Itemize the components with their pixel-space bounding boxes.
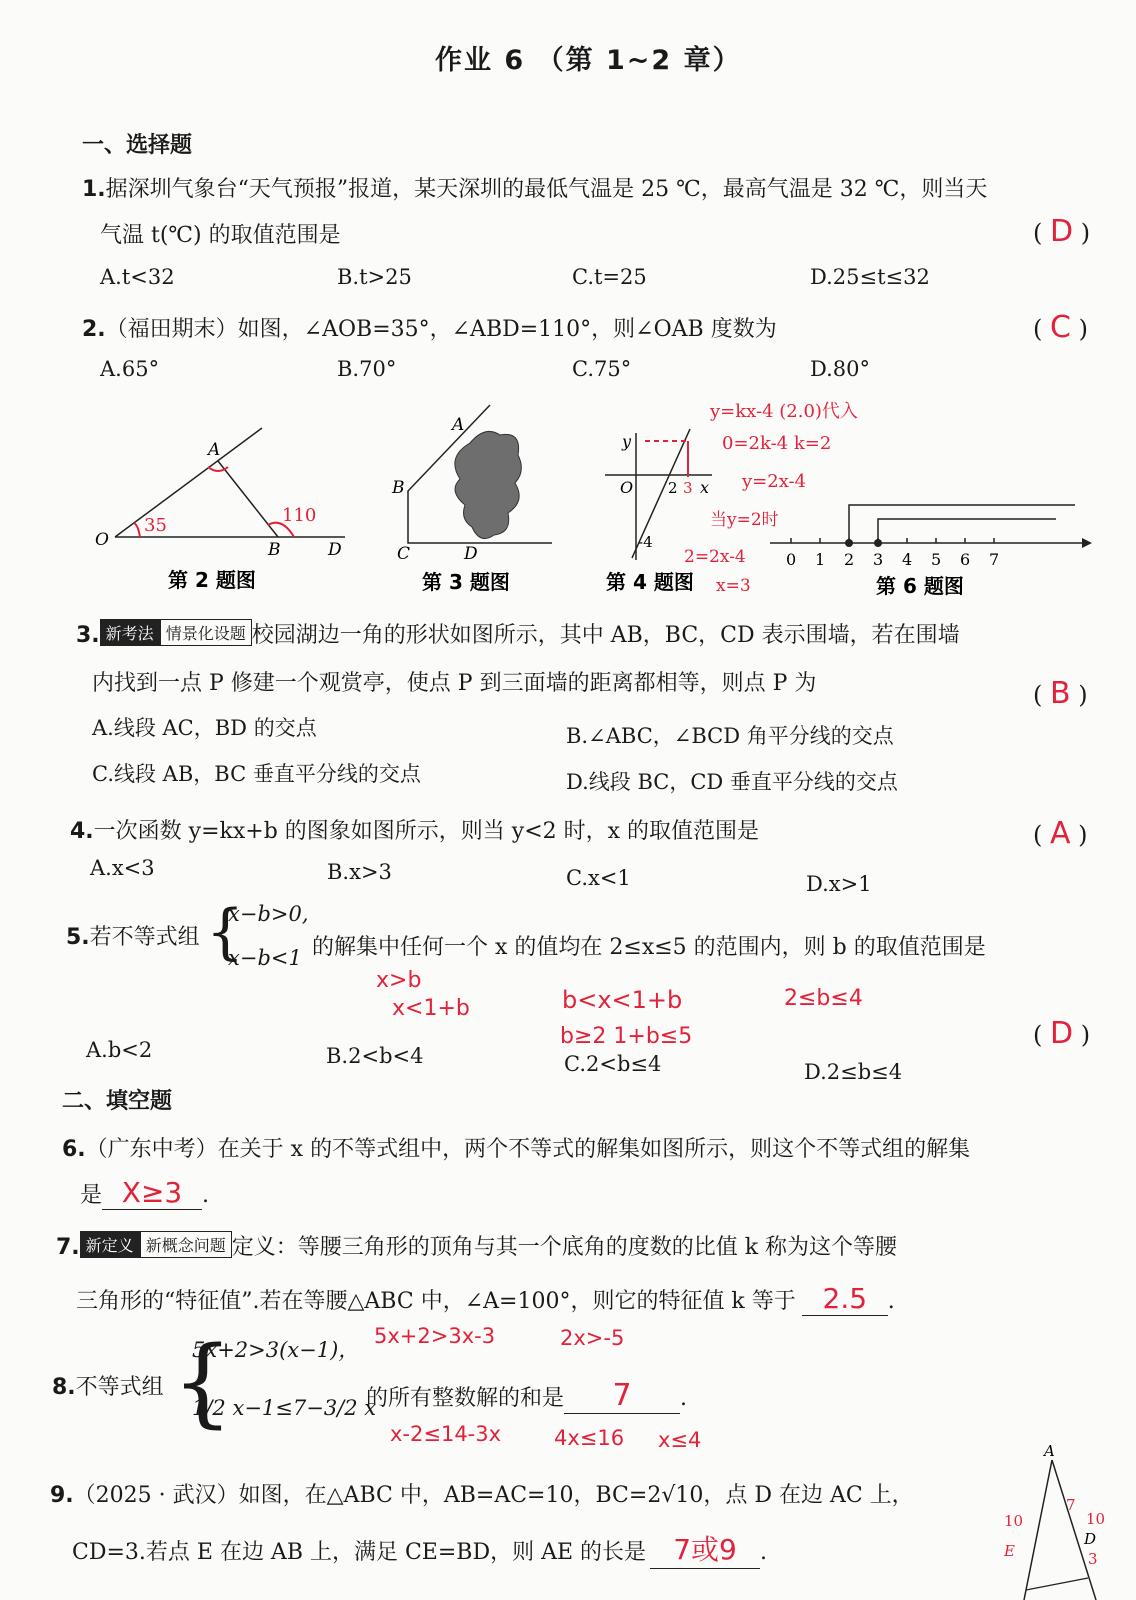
fig6-caption: 第 6 题图 — [876, 574, 964, 598]
q1-answer: D — [1050, 214, 1074, 249]
q1-line1 — [82, 172, 987, 203]
fig3-label-a: A — [452, 415, 465, 435]
q7-tag-new-definition: 新定义 — [80, 1231, 140, 1258]
q9-label-e: E — [1004, 1542, 1015, 1560]
q8-work-3: x-2≤14-3x — [390, 1422, 502, 1446]
q1-line2: 气温 t(℃) 的取值范围是 — [100, 223, 341, 248]
fig6-solid-dot-2 — [845, 539, 853, 547]
fig4-label-o: O — [620, 478, 634, 497]
page-title: 作业 6 （第 1~2 章） — [435, 45, 742, 76]
q3-option-c: C.线段 AB，BC 垂直平分线的交点 — [92, 762, 421, 786]
fig2-angle-o-mark — [134, 523, 140, 537]
fig2-line-ab — [218, 461, 278, 537]
fig6-arrow — [1082, 538, 1092, 548]
fig6-tick-label-4: 4 — [902, 550, 913, 569]
q8-prefix-text: 不等式组 — [75, 1375, 164, 1400]
fig4-label-2: 2 — [668, 479, 678, 497]
q9-line1 — [50, 1478, 914, 1509]
q6-answer-blank: X≥3 — [102, 1176, 202, 1210]
q4-option-b: B.x>3 — [327, 860, 392, 884]
q2-answer-paren: ( C ) — [1033, 310, 1088, 345]
q3-tag-scenario: 情景化设题 — [160, 619, 252, 646]
q8-line — [366, 1378, 687, 1414]
q9-side-ab — [1024, 1460, 1052, 1600]
fig6-tick-label-1: 1 — [815, 550, 826, 569]
q7-number: 7. — [56, 1235, 80, 1260]
q4-line — [70, 814, 759, 845]
q1-text-1: 据深圳气象台“天气预报”报道，某天深圳的最低气温是 25 ℃，最高气温是 32 ℃，则当天 — [105, 177, 988, 202]
q4-work-6: x=3 — [716, 576, 751, 596]
q9-mark-3: 3 — [1088, 1550, 1098, 1568]
fig3-label-c: C — [397, 544, 411, 564]
q4-work-2: 0=2k-4 k=2 — [722, 433, 832, 454]
q4-option-d: D.x>1 — [806, 872, 872, 896]
q5-work-3: b<x<1+b — [562, 986, 683, 1014]
q3-answer-paren: ( B ) — [1033, 676, 1088, 711]
q1-option-b: B.t>25 — [337, 265, 412, 289]
q2-line — [82, 312, 777, 343]
q6-line2-prefix: 是 — [80, 1183, 103, 1208]
q8-number: 8. — [52, 1375, 76, 1400]
fig6-tick-label-6: 6 — [960, 550, 971, 569]
q5-system-1: x−b>0, — [228, 902, 309, 926]
q3-option-b: B.∠ABC，∠BCD 角平分线的交点 — [566, 724, 894, 748]
q8-answer-blank: 7 — [564, 1378, 680, 1414]
q9-label-a: A — [1044, 1442, 1055, 1460]
q7-line2 — [76, 1282, 895, 1316]
figure-6 — [770, 505, 1092, 569]
q9-mark-7: 7 — [1066, 1496, 1076, 1514]
q4-text: 一次函数 y=kx+b 的图象如图所示，则当 y<2 时，x 的取值范围是 — [93, 819, 760, 844]
figure-4 — [605, 429, 712, 560]
q4-work-5: 2=2x-4 — [684, 547, 746, 567]
q5-work-5: b≥2 1+b≤5 — [560, 1024, 693, 1049]
q1-number: 1. — [82, 177, 106, 202]
q3-answer: B — [1050, 676, 1071, 711]
q8-system-2: 1/2 x−1≤7−3/2 x — [192, 1396, 377, 1420]
q4-answer: A — [1050, 816, 1071, 851]
q4-work-1: y=kx-4 (2.0)代入 — [710, 401, 858, 422]
fig2-label-a: A — [208, 440, 221, 460]
q7-tag-new-concept: 新概念问题 — [140, 1231, 232, 1258]
q5-work-1: x>b — [376, 968, 422, 993]
q2-option-a: A.65° — [100, 357, 160, 381]
q7-line1 — [56, 1230, 897, 1261]
fig2-note-110: 110 — [282, 505, 317, 526]
fig2-label-b: B — [268, 540, 281, 560]
fig6-tick-label-5: 5 — [931, 550, 942, 569]
fig2-label-o: O — [95, 530, 109, 550]
fig3-label-b: B — [392, 478, 405, 498]
fig4-label-y: y — [622, 432, 632, 451]
q8-work-4: 4x≤16 — [554, 1426, 625, 1450]
q9-label-d: D — [1084, 1530, 1097, 1548]
fig4-label-3: 3 — [683, 479, 693, 497]
q4-option-c: C.x<1 — [566, 866, 631, 890]
q4-answer-paren: ( A ) — [1033, 816, 1088, 851]
fig6-tick-label-7: 7 — [989, 550, 1000, 569]
q9-text-2: CD=3.若点 E 在边 AB 上，满足 CE=BD，则 AE 的长是 — [72, 1540, 647, 1565]
q2-option-d: D.80° — [810, 357, 870, 381]
q4-work-3: y=2x-4 — [742, 471, 807, 492]
q4-handwritten-work — [684, 401, 858, 596]
q1-answer-paren: ( D ) — [1033, 214, 1091, 249]
q4-number: 4. — [70, 819, 94, 844]
q3-text-1: 校园湖边一角的形状如图所示，其中 AB，BC，CD 表示围墙，若在围墙 — [251, 623, 960, 648]
q4-option-a: A.x<3 — [90, 856, 155, 880]
section-fill-heading: 二、填空题 — [62, 1089, 173, 1114]
q7-answer-blank: 2.5 — [802, 1282, 888, 1316]
q5-prefix-text: 若不等式组 — [89, 925, 200, 950]
q5-system-2: x−b<1 — [228, 946, 302, 970]
fig6-tick-label-2: 2 — [844, 550, 855, 569]
q8-work-1: 5x+2>3x-3 — [374, 1324, 496, 1348]
fig6-tick-label-3: 3 — [873, 550, 884, 569]
figures-row — [0, 395, 1136, 610]
q9-suffix: . — [760, 1540, 768, 1565]
q2-option-b: B.70° — [337, 357, 397, 381]
q8-system-1: 5x+2>3(x−1)， — [192, 1338, 360, 1362]
fig3-caption: 第 3 题图 — [422, 570, 510, 594]
q2-answer: C — [1050, 310, 1071, 345]
fig3-label-d: D — [464, 544, 478, 564]
fig2-caption: 第 2 题图 — [168, 568, 256, 592]
q4-work-4: 当y=2时 — [710, 510, 779, 530]
q3-tag-new-method: 新考法 — [100, 619, 160, 646]
q5-answer: D — [1050, 1016, 1074, 1051]
q9-figure — [996, 1440, 1136, 1600]
q8-prefix — [52, 1370, 164, 1401]
q6-line2 — [80, 1176, 209, 1210]
q8-brace: { — [172, 1326, 234, 1438]
q5-answer-paren: ( D ) — [1033, 1016, 1091, 1051]
q9-number: 9. — [50, 1483, 74, 1508]
q3-option-a: A.线段 AC，BD 的交点 — [92, 716, 317, 740]
q5-number: 5. — [66, 925, 90, 950]
fig6-tick-label-0: 0 — [786, 550, 797, 569]
q5-option-a: A.b<2 — [86, 1038, 153, 1062]
q7-text-2: 三角形的“特征值”.若在等腰△ABC 中，∠A=100°，则它的特征值 k 等于 — [76, 1289, 796, 1314]
fig2-label-d: D — [328, 540, 342, 560]
fig2-note-35: 35 — [144, 515, 167, 536]
q1-option-d: D.25≤t≤32 — [810, 265, 930, 289]
fig4-caption: 第 4 题图 — [606, 570, 694, 594]
q2-option-c: C.75° — [572, 357, 632, 381]
fig3-lake — [455, 431, 522, 538]
q3-line1 — [76, 618, 960, 649]
section-choice-heading: 一、选择题 — [82, 133, 193, 158]
fig6-ray-x-ge-2 — [849, 505, 1075, 543]
q8-end: . — [680, 1386, 688, 1411]
q5-suffix: 的解集中任何一个 x 的值均在 2≤x≤5 的范围内，则 b 的取值范围是 — [312, 935, 986, 960]
q9-mark-10-right: 10 — [1086, 1510, 1106, 1528]
q8-work-2: 2x>-5 — [560, 1326, 625, 1350]
q2-number: 2. — [82, 317, 106, 342]
fig6-ray-x-ge-3 — [878, 519, 1056, 543]
q3-line2: 内找到一点 P 修建一个观赏亭，使点 P 到三面墙的距离都相等，则点 P 为 — [92, 671, 817, 696]
q5-work-2: x<1+b — [392, 996, 470, 1021]
q7-text-1: 定义：等腰三角形的顶角与其一个底角的度数的比值 k 称为这个等腰 — [231, 1235, 898, 1260]
q6-text-1: （广东中考）在关于 x 的不等式组中，两个不等式的解集如图所示，则这个不等式组的解集 — [85, 1137, 971, 1162]
figure-2 — [95, 428, 345, 560]
q9-text-1: （2025 · 武汉）如图，在△ABC 中，AB=AC=10，BC=2√10，点 D 在边 AC 上， — [73, 1483, 914, 1508]
fig4-label-neg4: -4 — [638, 533, 653, 551]
q5-work-4: 2≤b≤4 — [784, 986, 863, 1011]
q5-prefix — [66, 920, 200, 951]
q5-brace: { — [206, 897, 245, 967]
q9-segment-ed — [1026, 1578, 1088, 1590]
q6-line1 — [62, 1132, 970, 1163]
q8-suffix: 的所有整数解的和是 — [366, 1386, 565, 1411]
q5-option-d: D.2≤b≤4 — [804, 1060, 903, 1084]
q7-suffix: . — [887, 1289, 895, 1314]
q3-number: 3. — [76, 623, 100, 648]
q9-mark-10-left: 10 — [1004, 1512, 1024, 1530]
q1-option-a: A.t<32 — [100, 265, 175, 289]
q2-text: （福田期末）如图，∠AOB=35°，∠ABD=110°，则∠OAB 度数为 — [105, 317, 777, 342]
fig4-label-x: x — [700, 478, 710, 497]
fig2-line-oa — [115, 428, 262, 537]
figure-3 — [391, 405, 552, 564]
q3-option-d: D.线段 BC，CD 垂直平分线的交点 — [566, 770, 898, 794]
q6-line2-suffix: . — [202, 1183, 210, 1208]
q8-work-5: x≤4 — [658, 1428, 702, 1452]
fig6-solid-dot-3 — [874, 539, 882, 547]
q9-answer-blank: 7或9 — [650, 1528, 760, 1569]
q1-option-c: C.t=25 — [572, 265, 647, 289]
q6-number: 6. — [62, 1137, 86, 1162]
q9-line2 — [72, 1528, 767, 1569]
q5-option-b: B.2<b<4 — [326, 1044, 424, 1068]
q5-option-c: C.2<b≤4 — [564, 1052, 662, 1076]
